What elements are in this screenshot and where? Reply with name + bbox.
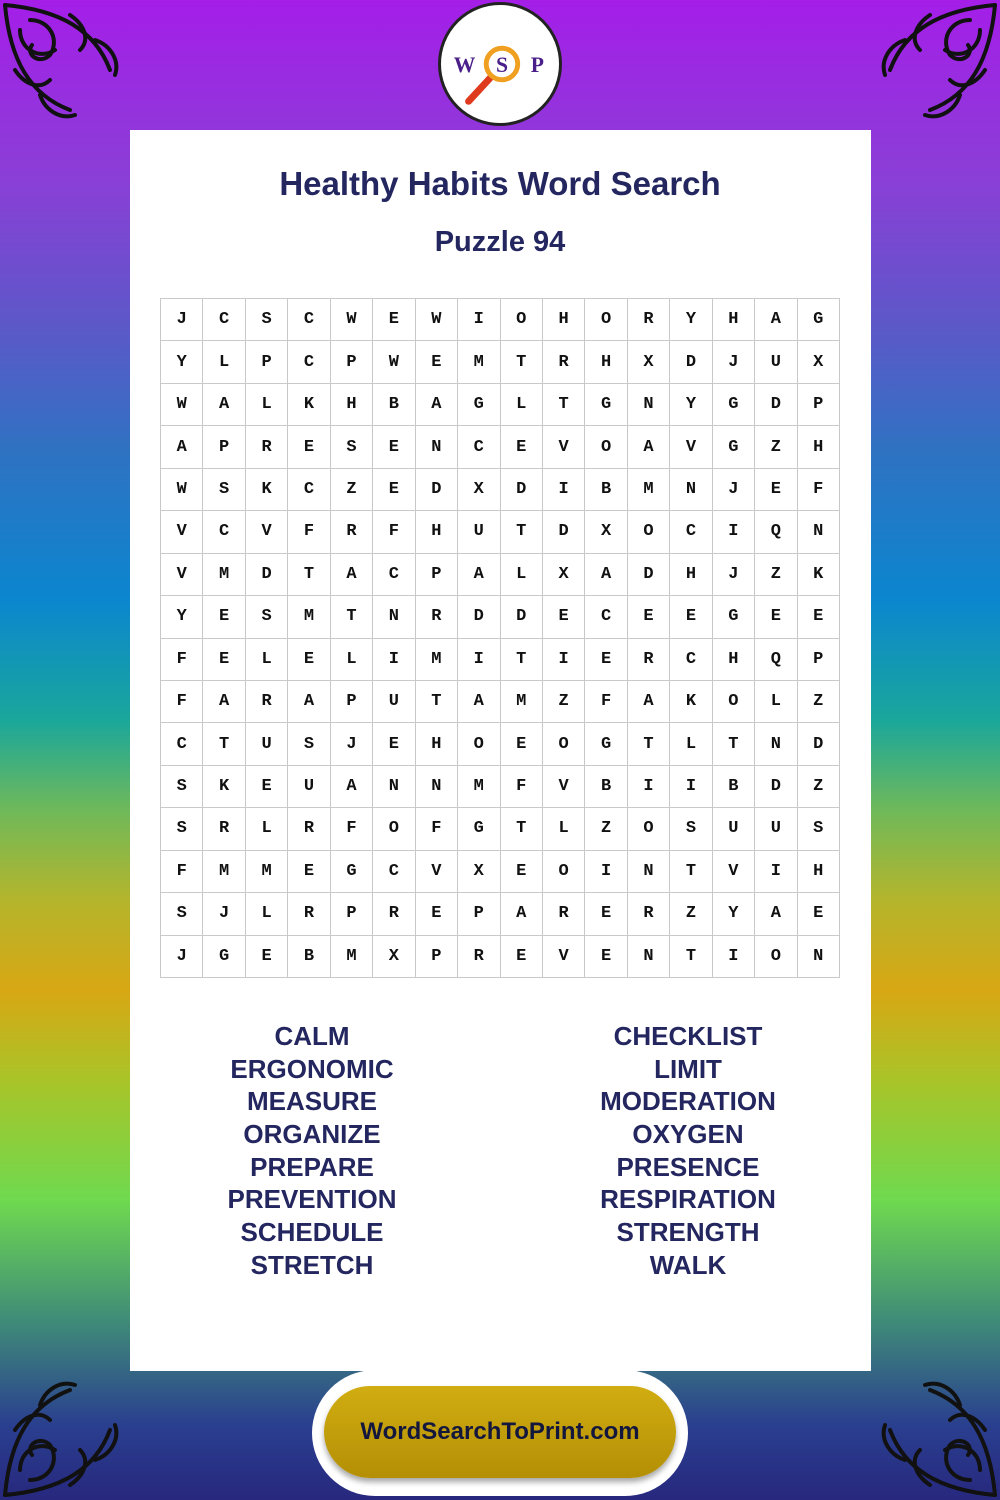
grid-cell: F <box>161 639 203 681</box>
grid-cell: I <box>543 639 585 681</box>
grid-cell: Z <box>755 554 797 596</box>
grid-cell: B <box>373 384 415 426</box>
grid-cell: T <box>628 723 670 765</box>
grid-cell: L <box>246 639 288 681</box>
puzzle-number: Puzzle 94 <box>434 226 566 258</box>
grid-cell: A <box>585 554 627 596</box>
corner-ornament-bottom-right <box>850 1350 1000 1500</box>
grid-cell: E <box>373 426 415 468</box>
grid-cell: H <box>585 341 627 383</box>
grid-cell: R <box>246 681 288 723</box>
grid-cell: A <box>203 681 245 723</box>
grid-cell: Q <box>755 639 797 681</box>
grid-cell: R <box>458 936 500 978</box>
grid-cell: A <box>755 299 797 341</box>
grid-cell: U <box>373 681 415 723</box>
logo-letter-w: W <box>453 52 476 77</box>
grid-cell: F <box>501 766 543 808</box>
grid-cell: E <box>501 936 543 978</box>
grid-cell: V <box>416 851 458 893</box>
grid-cell: G <box>203 936 245 978</box>
grid-cell: Z <box>331 469 373 511</box>
grid-cell: D <box>501 596 543 638</box>
grid-cell: T <box>501 341 543 383</box>
grid-cell: S <box>331 426 373 468</box>
grid-cell: P <box>458 893 500 935</box>
grid-cell: A <box>458 681 500 723</box>
grid-cell: I <box>670 766 712 808</box>
grid-cell: E <box>246 936 288 978</box>
grid-cell: K <box>288 384 330 426</box>
grid-cell: R <box>628 893 670 935</box>
website-button[interactable]: WordSearchToPrint.com <box>324 1386 676 1478</box>
grid-cell: M <box>628 469 670 511</box>
grid-cell: R <box>373 893 415 935</box>
grid-cell: G <box>713 384 755 426</box>
grid-cell: E <box>288 426 330 468</box>
grid-cell: C <box>585 596 627 638</box>
grid-cell: E <box>585 936 627 978</box>
grid-cell: K <box>798 554 840 596</box>
grid-cell: W <box>373 341 415 383</box>
grid-cell: F <box>161 851 203 893</box>
word-list-item: RESPIRATION <box>600 1184 776 1215</box>
grid-cell: X <box>798 341 840 383</box>
word-list-item: ORGANIZE <box>243 1119 381 1150</box>
grid-cell: E <box>501 851 543 893</box>
grid-cell: M <box>458 766 500 808</box>
grid-cell: W <box>416 299 458 341</box>
grid-cell: S <box>161 766 203 808</box>
grid-cell: P <box>203 426 245 468</box>
grid-cell: J <box>331 723 373 765</box>
grid-cell: O <box>458 723 500 765</box>
page-title: Healthy Habits Word Search <box>279 165 721 202</box>
grid-cell: D <box>670 341 712 383</box>
grid-cell: L <box>203 341 245 383</box>
grid-cell: U <box>246 723 288 765</box>
grid-cell: V <box>543 426 585 468</box>
grid-cell: R <box>543 341 585 383</box>
grid-cell: O <box>628 808 670 850</box>
word-list-item: LIMIT <box>654 1053 722 1084</box>
grid-cell: A <box>755 893 797 935</box>
grid-cell: S <box>203 469 245 511</box>
grid-cell: E <box>288 851 330 893</box>
grid-cell: V <box>161 554 203 596</box>
grid-cell: I <box>373 639 415 681</box>
grid-cell: T <box>670 936 712 978</box>
grid-cell: D <box>755 384 797 426</box>
grid-cell: X <box>585 511 627 553</box>
grid-cell: S <box>246 299 288 341</box>
letter-grid <box>160 298 840 978</box>
grid-cell: L <box>246 808 288 850</box>
grid-cell: E <box>246 766 288 808</box>
grid-cell: N <box>628 384 670 426</box>
grid-cell: P <box>798 384 840 426</box>
grid-cell: F <box>416 808 458 850</box>
grid-cell: L <box>543 808 585 850</box>
grid-cell: S <box>161 893 203 935</box>
grid-cell: E <box>798 893 840 935</box>
grid-cell: V <box>543 936 585 978</box>
grid-cell: M <box>288 596 330 638</box>
grid-cell: G <box>458 808 500 850</box>
magnifier-icon <box>441 5 559 123</box>
grid-cell: E <box>585 893 627 935</box>
grid-cell: T <box>203 723 245 765</box>
grid-cell: N <box>373 596 415 638</box>
grid-cell: U <box>288 766 330 808</box>
grid-cell: F <box>585 681 627 723</box>
grid-cell: N <box>670 469 712 511</box>
corner-ornament-top-left <box>0 0 150 150</box>
grid-cell: G <box>585 384 627 426</box>
grid-cell: N <box>798 511 840 553</box>
grid-cell: F <box>798 469 840 511</box>
grid-cell: I <box>713 511 755 553</box>
grid-cell: E <box>543 596 585 638</box>
grid-cell: E <box>203 596 245 638</box>
word-list-item: MODERATION <box>600 1086 776 1117</box>
grid-cell: N <box>755 723 797 765</box>
grid-cell: H <box>416 511 458 553</box>
grid-cell: S <box>798 808 840 850</box>
grid-cell: N <box>416 426 458 468</box>
grid-cell: L <box>501 554 543 596</box>
grid-cell: Z <box>670 893 712 935</box>
grid-cell: P <box>331 681 373 723</box>
grid-cell: V <box>713 851 755 893</box>
word-list-item: WALK <box>649 1249 727 1280</box>
grid-cell: F <box>288 511 330 553</box>
grid-cell: E <box>416 341 458 383</box>
grid-cell: M <box>203 851 245 893</box>
grid-cell: A <box>628 426 670 468</box>
grid-cell: C <box>203 511 245 553</box>
grid-cell: B <box>288 936 330 978</box>
grid-cell: B <box>713 766 755 808</box>
grid-cell: N <box>373 766 415 808</box>
grid-cell: T <box>713 723 755 765</box>
grid-cell: X <box>543 554 585 596</box>
grid-cell: C <box>161 723 203 765</box>
grid-cell: C <box>458 426 500 468</box>
grid-cell: U <box>713 808 755 850</box>
grid-cell: N <box>628 936 670 978</box>
word-list-item: MEASURE <box>246 1086 377 1117</box>
grid-cell: U <box>755 808 797 850</box>
grid-cell: K <box>203 766 245 808</box>
grid-cell: J <box>161 936 203 978</box>
grid-cell: O <box>585 299 627 341</box>
grid-cell: B <box>585 766 627 808</box>
grid-cell: I <box>458 299 500 341</box>
logo-letter-p: P <box>530 52 544 77</box>
grid-cell: I <box>458 639 500 681</box>
grid-cell: A <box>628 681 670 723</box>
grid-cell: T <box>501 511 543 553</box>
grid-cell: T <box>501 808 543 850</box>
grid-cell: H <box>713 639 755 681</box>
grid-cell: W <box>161 384 203 426</box>
grid-cell: R <box>416 596 458 638</box>
wsp-logo <box>438 2 562 126</box>
grid-cell: A <box>331 766 373 808</box>
grid-cell: C <box>288 469 330 511</box>
grid-cell: X <box>628 341 670 383</box>
grid-cell: P <box>246 341 288 383</box>
word-list-item: PRESENCE <box>616 1151 760 1182</box>
grid-cell: O <box>501 299 543 341</box>
grid-cell: P <box>331 893 373 935</box>
grid-cell: C <box>373 554 415 596</box>
grid-cell: E <box>373 469 415 511</box>
grid-cell: G <box>798 299 840 341</box>
grid-cell: E <box>288 639 330 681</box>
grid-cell: E <box>416 893 458 935</box>
grid-cell: C <box>670 639 712 681</box>
grid-cell: M <box>203 554 245 596</box>
grid-cell: J <box>161 299 203 341</box>
grid-cell: I <box>713 936 755 978</box>
word-list-item: CHECKLIST <box>613 1021 763 1051</box>
grid-cell: P <box>798 639 840 681</box>
grid-cell: O <box>628 511 670 553</box>
grid-cell: A <box>331 554 373 596</box>
grid-cell: O <box>543 851 585 893</box>
grid-cell: E <box>585 639 627 681</box>
grid-cell: W <box>161 469 203 511</box>
grid-cell: E <box>755 469 797 511</box>
grid-cell: E <box>373 299 415 341</box>
grid-cell: G <box>458 384 500 426</box>
grid-cell: T <box>288 554 330 596</box>
corner-ornament-bottom-left <box>0 1350 150 1500</box>
grid-cell: L <box>501 384 543 426</box>
grid-cell: S <box>246 596 288 638</box>
grid-cell: V <box>670 426 712 468</box>
grid-cell: X <box>458 851 500 893</box>
grid-cell: I <box>543 469 585 511</box>
grid-cell: T <box>543 384 585 426</box>
grid-cell: Z <box>543 681 585 723</box>
grid-cell: M <box>246 851 288 893</box>
grid-cell: X <box>373 936 415 978</box>
grid-cell: F <box>161 681 203 723</box>
grid-cell: L <box>246 384 288 426</box>
grid-cell: L <box>246 893 288 935</box>
grid-cell: X <box>458 469 500 511</box>
grid-cell: J <box>713 554 755 596</box>
grid-cell: C <box>288 341 330 383</box>
grid-cell: T <box>501 639 543 681</box>
grid-cell: F <box>331 808 373 850</box>
word-list-item: PREPARE <box>250 1151 374 1182</box>
grid-cell: Y <box>670 384 712 426</box>
word-list-item: STRENGTH <box>616 1217 760 1248</box>
grid-cell: G <box>585 723 627 765</box>
grid-cell: E <box>755 596 797 638</box>
grid-cell: K <box>246 469 288 511</box>
grid-cell: M <box>458 341 500 383</box>
grid-cell: H <box>543 299 585 341</box>
grid-cell: T <box>331 596 373 638</box>
grid-cell: V <box>543 766 585 808</box>
grid-cell: R <box>288 808 330 850</box>
grid-cell: Z <box>755 426 797 468</box>
grid-cell: G <box>331 851 373 893</box>
grid-cell: U <box>458 511 500 553</box>
grid-cell: A <box>161 426 203 468</box>
grid-cell: I <box>755 851 797 893</box>
grid-cell: E <box>501 426 543 468</box>
grid-cell: B <box>585 469 627 511</box>
grid-cell: E <box>670 596 712 638</box>
grid-cell: R <box>288 893 330 935</box>
grid-cell: R <box>331 511 373 553</box>
grid-cell: T <box>416 681 458 723</box>
grid-cell: A <box>416 384 458 426</box>
grid-cell: C <box>288 299 330 341</box>
grid-cell: M <box>416 639 458 681</box>
grid-cell: C <box>203 299 245 341</box>
grid-cell: H <box>798 426 840 468</box>
grid-cell: N <box>628 851 670 893</box>
word-list-item: CALM <box>274 1021 350 1051</box>
grid-cell: R <box>543 893 585 935</box>
grid-cell: C <box>373 851 415 893</box>
grid-cell: T <box>670 851 712 893</box>
grid-cell: O <box>713 681 755 723</box>
grid-cell: A <box>288 681 330 723</box>
grid-cell: D <box>416 469 458 511</box>
grid-cell: W <box>331 299 373 341</box>
grid-cell: N <box>798 936 840 978</box>
grid-cell: Q <box>755 511 797 553</box>
grid-cell: J <box>713 469 755 511</box>
grid-cell: K <box>670 681 712 723</box>
word-list-item: ERGONOMIC <box>230 1053 394 1084</box>
grid-cell: G <box>713 596 755 638</box>
grid-cell: P <box>416 936 458 978</box>
grid-cell: H <box>798 851 840 893</box>
grid-cell: L <box>670 723 712 765</box>
grid-cell: A <box>203 384 245 426</box>
grid-cell: A <box>501 893 543 935</box>
grid-cell: H <box>670 554 712 596</box>
grid-cell: M <box>331 936 373 978</box>
grid-cell: R <box>246 426 288 468</box>
grid-cell: D <box>628 554 670 596</box>
grid-cell: E <box>203 639 245 681</box>
grid-cell: I <box>628 766 670 808</box>
grid-cell: D <box>755 766 797 808</box>
grid-cell: O <box>585 426 627 468</box>
grid-cell: Y <box>713 893 755 935</box>
grid-cell: O <box>543 723 585 765</box>
grid-cell: O <box>373 808 415 850</box>
grid-cell: R <box>203 808 245 850</box>
grid-cell: V <box>246 511 288 553</box>
grid-cell: D <box>501 469 543 511</box>
grid-cell: N <box>416 766 458 808</box>
grid-cell: D <box>543 511 585 553</box>
logo-letter-s: S <box>495 52 508 77</box>
grid-cell: Z <box>798 766 840 808</box>
grid-cell: H <box>713 299 755 341</box>
word-list-right <box>538 1020 838 1282</box>
grid-cell: Z <box>585 808 627 850</box>
grid-cell: S <box>161 808 203 850</box>
word-list-item: SCHEDULE <box>240 1217 384 1248</box>
grid-cell: I <box>585 851 627 893</box>
grid-cell: Y <box>161 341 203 383</box>
grid-cell: D <box>458 596 500 638</box>
grid-cell: D <box>798 723 840 765</box>
grid-cell: F <box>373 511 415 553</box>
grid-cell: J <box>713 341 755 383</box>
grid-cell: U <box>755 341 797 383</box>
word-list-left <box>162 1020 462 1282</box>
grid-cell: Y <box>670 299 712 341</box>
grid-cell: Z <box>798 681 840 723</box>
word-list-item: PREVENTION <box>227 1184 397 1215</box>
grid-cell: H <box>416 723 458 765</box>
grid-cell: E <box>373 723 415 765</box>
grid-cell: A <box>458 554 500 596</box>
grid-cell: S <box>288 723 330 765</box>
grid-cell: H <box>331 384 373 426</box>
grid-cell: E <box>798 596 840 638</box>
grid-cell: D <box>246 554 288 596</box>
grid-cell: L <box>331 639 373 681</box>
grid-cell: Y <box>161 596 203 638</box>
grid-cell: L <box>755 681 797 723</box>
grid-cell: P <box>331 341 373 383</box>
grid-cell: G <box>713 426 755 468</box>
grid-cell: C <box>670 511 712 553</box>
grid-cell: S <box>670 808 712 850</box>
grid-cell: M <box>501 681 543 723</box>
corner-ornament-top-right <box>850 0 1000 150</box>
grid-cell: V <box>161 511 203 553</box>
grid-cell: E <box>628 596 670 638</box>
grid-cell: P <box>416 554 458 596</box>
grid-cell: J <box>203 893 245 935</box>
grid-cell: O <box>755 936 797 978</box>
word-list-item: OXYGEN <box>632 1119 744 1150</box>
grid-cell: R <box>628 299 670 341</box>
grid-cell: R <box>628 639 670 681</box>
grid-cell: E <box>501 723 543 765</box>
word-list-item: STRETCH <box>250 1249 374 1280</box>
